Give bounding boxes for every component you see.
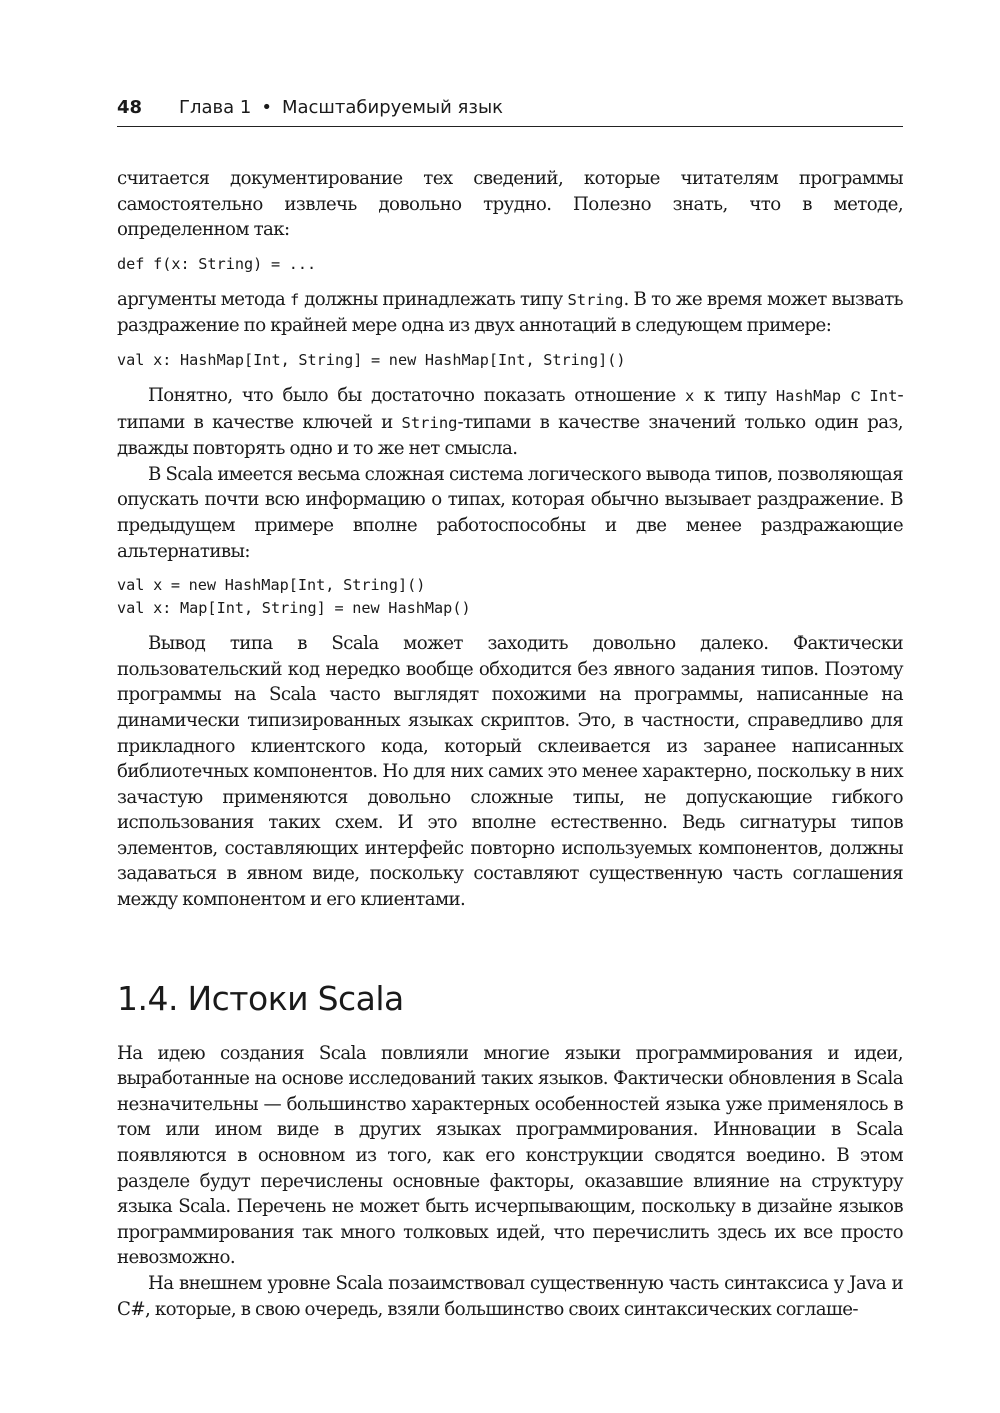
paragraph-6: На идею создания Scala повлияли многие языки программирования и идеи, выработанные на основе исследований таких языков. Фактически обновления в Scala незначительны — большинство характерных особенностей языка уже применялось в том или ином виде в других языках программирования. Инновации в Scala появляются в основном из того, как его конструкции сводятся воедино. В этом разделе будут перечислены основные факторы, оказавшие влияние на структуру языка Scala. Перечень не может быть исчерпывающим, поскольку в дизайне языков программирования так много толковых идей, что перечислить здесь их все просто невозможно. — [117, 1042, 903, 1269]
chapter-label: Глава 1 — [179, 97, 252, 118]
paragraph-7: На внешнем уровне Scala позаимствовал существенную часть синтаксиса у Java и C#, которые, в свою очередь, взяли большинство своих синтаксических соглаше- — [117, 1273, 903, 1320]
paragraph-4: В Scala имеется весьма сложная система логического вывода типов, позволяющая опускать почти всю информацию о типах, которая обычно вызывает раздражение. В предыдущем примере вполне работоспособны и две менее раздражающие альтернативы: — [117, 463, 903, 562]
code-block-2: val x: HashMap[Int, String] = new HashMap[Int, String]() — [117, 350, 626, 369]
paragraph-2 — [117, 287, 903, 339]
paragraph-3 — [117, 383, 903, 462]
text-span: аргументы метода — [117, 288, 290, 310]
text-span: . В то же время может вызвать раздражение по крайней мере одна из двух аннотаций в следующем примере: — [117, 288, 903, 337]
text-span: к типу — [694, 384, 776, 406]
inline-code: String — [401, 413, 458, 432]
inline-code: String — [567, 290, 624, 309]
text-span: -типами в качестве ключей и — [117, 384, 904, 433]
page-number: 48 — [117, 97, 143, 118]
code-block-3: val x = new HashMap[Int, String]() val x: Map[Int, String] = new HashMap() — [117, 576, 471, 618]
paragraph-5: Вывод типа в Scala может заходить довольно далеко. Фактически пользовательский код нередко вообще обходится без явного задания типов. Поэтому программы на Scala часто выглядят похожими на программы, написанные на динамически типизированных языках скриптов. Это, в частности, справедливо для прикладного клиентского кода, который склеивается из заранее написанных библиотечных компонентов. Но для них самих это менее характерно, поскольку в них зачастую применяются довольно сложные типы, не допускающие гибкого использования таких схем. И это вполне естественно. Ведь сигнатуры типов элементов, составляющих интерфейс повторно используемых компонентов, должны задаваться в явном виде, поскольку составляют существенную часть соглашения между компонентом и его клиентами. — [117, 633, 903, 911]
inline-code: f — [289, 290, 300, 309]
text-span: должны принадлежать типу — [299, 288, 568, 310]
text-span: Понятно, что было бы достаточно показать отношение — [148, 384, 685, 406]
inline-code: x — [684, 386, 695, 405]
inline-code: Int — [869, 386, 898, 405]
page-body — [117, 166, 903, 1322]
running-header — [117, 94, 903, 127]
chapter-title: Масштабируемый язык — [281, 97, 504, 118]
paragraph-1: считается документирование тех сведений, которые читателям программы самостоятельно извлечь довольно трудно. Полезно знать, что в методе, определенном так: — [117, 168, 903, 241]
inline-code: HashMap — [775, 386, 842, 405]
text-span: с — [841, 384, 870, 406]
section-heading: 1.4. Истоки Scala — [117, 978, 404, 1018]
header-bullet: • — [261, 97, 272, 118]
code-block-1: def f(x: String) = ... — [117, 254, 317, 273]
text-span: -типами в качестве значений только один раз, дважды повторять одно и то же нет смысла. — [117, 411, 903, 460]
